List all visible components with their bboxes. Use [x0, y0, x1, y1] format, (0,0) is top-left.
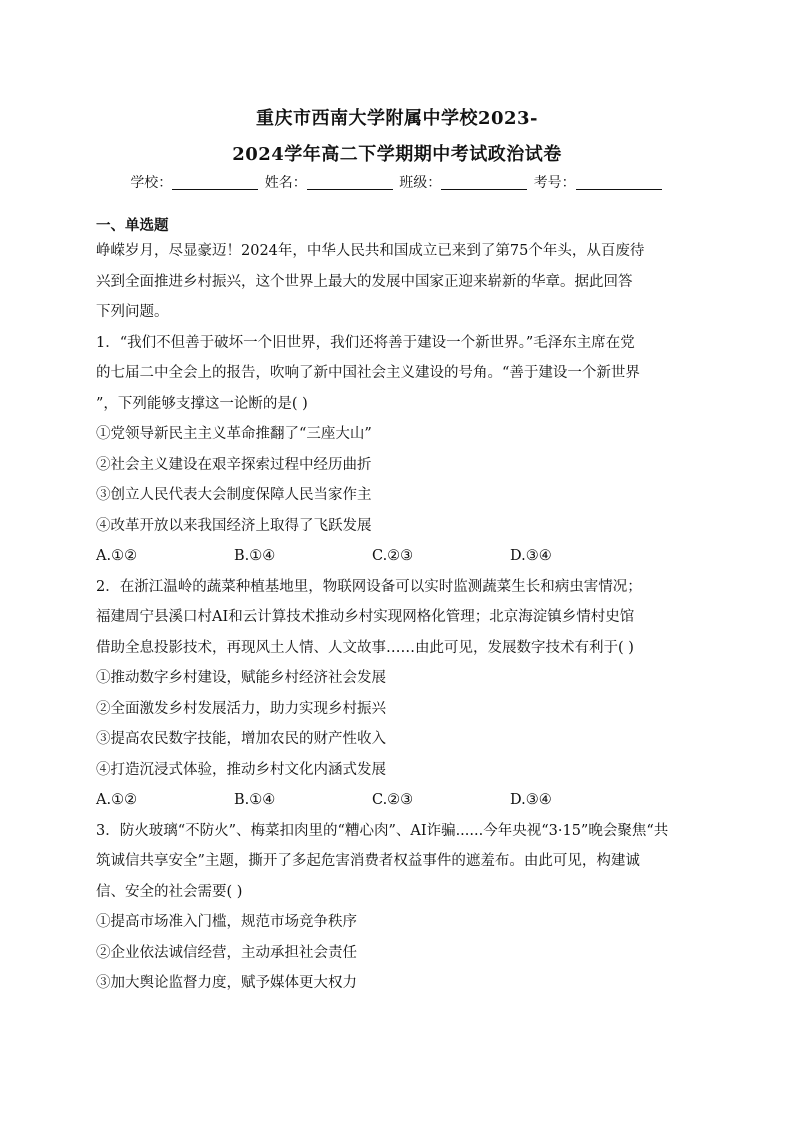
q2-option-b[interactable]: B.①④ [234, 792, 276, 808]
q3-item: ①提高市场准入门槛，规范市场竞争秩序 [96, 914, 357, 930]
intro-line: 下列问题。 [96, 304, 169, 320]
exam-number-blank [576, 175, 662, 190]
q2-option-d[interactable]: D.③④ [510, 792, 552, 808]
q1-stem-line: 的七届二中全会上的报告，吹响了新中国社会主义建设的号角。“善于建设一个新世界 [96, 365, 640, 381]
q1-item: ①党领导新民主主义革命推翻了“三座大山” [96, 426, 372, 442]
exam-title-line-2: 2024学年高二下学期期中考试政治试卷 [232, 144, 562, 165]
q3-stem-line: 筑诚信共享安全”主题，撕开了多起危害消费者权益事件的遮羞布。由此可见，构建诚 [96, 853, 640, 869]
school-blank [172, 175, 258, 190]
name-label: 姓名： [264, 175, 307, 191]
student-info-row [0, 172, 794, 192]
q3-stem-line: 信、安全的社会需要( ) [96, 883, 243, 900]
school-label: 学校： [130, 175, 173, 191]
q2-stem-line: 福建周宁县溪口村AI和云计算技术推动乡村实现网格化管理；北京海淀镇乡情村史馆 [96, 609, 635, 625]
q3-item: ②企业依法诚信经营，主动承担社会责任 [96, 944, 357, 961]
section-title: 一、单选题 [96, 218, 169, 234]
q2-item: ①推动数字乡村建设，赋能乡村经济社会发展 [96, 670, 386, 686]
name-blank [307, 175, 393, 190]
question-body [96, 236, 698, 999]
q1-option-b[interactable]: B.①④ [234, 548, 276, 564]
q1-item: ③创立人民代表大会制度保障人民当家作主 [96, 487, 372, 503]
intro-line: 峥嵘岁月，尽显豪迈！2024年，中华人民共和国成立已来到了第75个年头，从百废待 [96, 243, 645, 259]
q1-option-d[interactable]: D.③④ [510, 548, 552, 564]
q2-stem-line: 2．在浙江温岭的蔬菜种植基地里，物联网设备可以实时监测蔬菜生长和病虫害情况； [96, 578, 642, 595]
q1-stem-line: ”，下列能够支撑这一论断的是( ) [96, 395, 308, 412]
q1-item: ④改革开放以来我国经济上取得了飞跃发展 [96, 517, 372, 534]
q1-option-a[interactable]: A.①② [96, 548, 138, 564]
q2-option-c[interactable]: C.②③ [372, 792, 414, 808]
q2-stem-line: 借助全息投影技术，再现风土人情、人文故事……由此可见，发展数字技术有利于( ) [96, 639, 634, 656]
class-blank [441, 175, 527, 190]
exam-title-line-1: 重庆市西南大学附属中学校2023- [255, 108, 539, 129]
q1-item: ②社会主义建设在艰辛探索过程中经历曲折 [96, 456, 372, 473]
q1-stem-line: 1．“我们不但善于破坏一个旧世界，我们还将善于建设一个新世界。”毛泽东主席在党 [96, 334, 635, 351]
q3-item: ③加大舆论监督力度，赋予媒体更大权力 [96, 975, 357, 991]
q1-option-c[interactable]: C.②③ [372, 548, 414, 564]
exam-number-label: 考号： [533, 175, 576, 191]
q2-item: ④打造沉浸式体验，推动乡村文化内涵式发展 [96, 761, 386, 778]
intro-line: 兴到全面推进乡村振兴，这个世界上最大的发展中国家正迎来崭新的华章。据此回答 [96, 273, 633, 290]
q2-options [96, 785, 698, 816]
q1-options [96, 541, 698, 572]
q3-stem-line: 3．防火玻璃“不防火”、梅菜扣肉里的“糟心肉”、AI诈骗......今年央视“3·15”晚会聚焦“共 [96, 822, 669, 839]
q2-option-a[interactable]: A.①② [96, 792, 138, 808]
class-label: 班级： [399, 175, 442, 191]
q2-item: ②全面激发乡村发展活力，助力实现乡村振兴 [96, 700, 386, 717]
q2-item: ③提高农民数字技能，增加农民的财产性收入 [96, 731, 386, 747]
